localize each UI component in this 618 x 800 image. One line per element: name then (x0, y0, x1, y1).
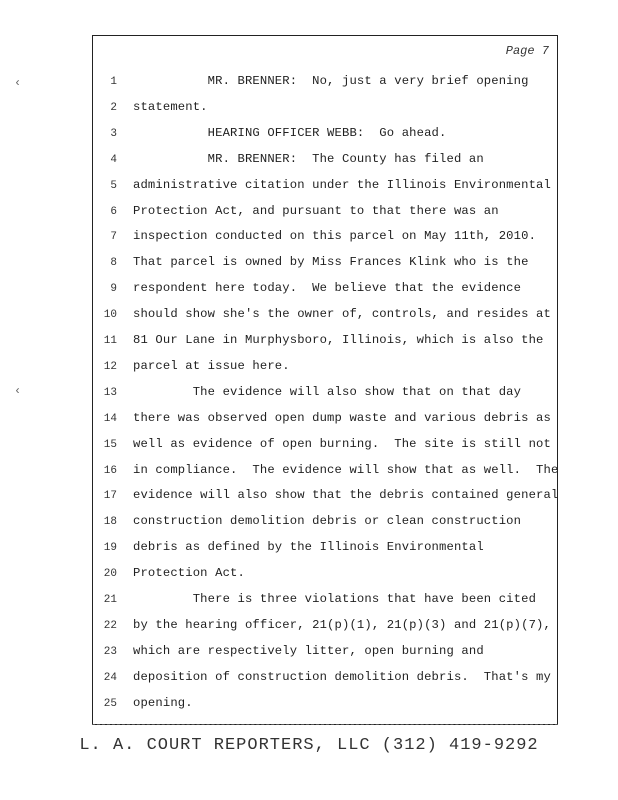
line-number: 11 (103, 335, 117, 347)
footer-reporter: L. A. COURT REPORTERS, LLC (312) 419-9292 (79, 736, 539, 755)
line-number: 19 (103, 542, 117, 555)
line-text: construction demolition debris or clean construction (133, 514, 522, 529)
transcript-line (93, 514, 559, 532)
line-number: 12 (103, 360, 117, 373)
transcript-line (93, 670, 559, 688)
line-text: well as evidence of open burning. The site is still not (133, 436, 551, 451)
transcript-line (93, 100, 559, 118)
transcript-line (93, 126, 559, 144)
margin-mark-icon: ‹ (14, 76, 22, 90)
line-text: Protection Act, and pursuant to that there was an (133, 203, 499, 218)
line-number: 24 (103, 671, 117, 684)
line-number: 2 (110, 101, 117, 114)
transcript-line (93, 411, 559, 429)
line-text: 81 Our Lane in Murphysboro, Illinois, which is also the (133, 333, 544, 347)
line-number: 7 (110, 231, 117, 244)
line-number: 20 (103, 568, 117, 581)
line-text: deposition of construction demolition debris. That's my (133, 669, 551, 684)
line-number: 6 (110, 205, 117, 218)
bottom-rule (92, 724, 558, 725)
line-text: evidence will also show that the debris contained general (133, 488, 559, 503)
line-text: respondent here today. We believe that the evidence (133, 281, 522, 296)
line-text: MR. BRENNER: No, just a very brief opening (133, 74, 529, 88)
line-text: That parcel is owned by Miss Frances Klink who is the (133, 255, 529, 270)
transcript-page (92, 35, 558, 725)
line-text: statement. (133, 99, 208, 114)
line-number: 22 (103, 619, 117, 632)
transcript-line (93, 255, 559, 273)
line-number: 25 (103, 697, 117, 710)
line-number: 8 (110, 257, 117, 270)
line-text: in compliance. The evidence will show that as well. The (133, 462, 559, 477)
transcript-line (93, 74, 559, 92)
line-text: Protection Act. (133, 566, 245, 581)
transcript-line (93, 307, 559, 325)
line-text: inspection conducted on this parcel on May 11th, 2010. (133, 229, 537, 244)
transcript-line (93, 385, 559, 403)
line-text: by the hearing officer, 21(p)(1), 21(p)(3) and 21(p)(7), (133, 617, 551, 632)
line-number: 9 (110, 283, 117, 296)
line-text: administrative citation under the Illinois Environmental (133, 177, 551, 192)
line-number: 3 (110, 127, 117, 140)
line-number: 5 (110, 179, 117, 192)
line-text: There is three violations that have been cited (133, 592, 537, 606)
line-number: 13 (103, 386, 117, 399)
line-text: should show she's the owner of, controls, and resides at (133, 307, 551, 322)
transcript-line (93, 359, 559, 377)
transcript-line (93, 540, 559, 558)
line-text: which are respectively litter, open burning and (133, 643, 484, 658)
transcript-line (93, 618, 559, 636)
transcript-line (93, 696, 559, 714)
transcript-line (93, 229, 559, 247)
line-number: 16 (103, 464, 117, 477)
line-number: 1 (110, 76, 117, 88)
transcript-line (93, 281, 559, 299)
line-number: 23 (103, 645, 117, 658)
line-number: 18 (103, 516, 117, 529)
line-text: MR. BRENNER: The County has filed an (133, 151, 484, 166)
line-number: 21 (103, 594, 117, 606)
transcript-line (93, 592, 559, 610)
margin-mark-icon: ‹ (14, 384, 22, 398)
transcript-line (93, 437, 559, 455)
line-number: 10 (103, 309, 117, 322)
transcript-line (93, 463, 559, 481)
transcript-line (93, 644, 559, 662)
line-text: opening. (133, 695, 193, 710)
line-text: there was observed open dump waste and various debris as (133, 410, 551, 425)
line-text: debris as defined by the Illinois Environmental (133, 540, 484, 555)
transcript-line (93, 566, 559, 584)
transcript-line (93, 152, 559, 170)
line-number: 17 (103, 490, 117, 503)
transcript-line (93, 204, 559, 222)
line-text: HEARING OFFICER WEBB: Go ahead. (133, 125, 447, 140)
transcript-line (93, 488, 559, 506)
transcript-line (93, 178, 559, 196)
page-label: Page 7 (505, 44, 549, 58)
line-number: 4 (110, 153, 117, 166)
line-text: The evidence will also show that on that day (133, 384, 522, 399)
transcript-line (93, 333, 559, 351)
line-number: 14 (103, 412, 117, 425)
line-text: parcel at issue here. (133, 358, 290, 373)
line-number: 15 (103, 438, 117, 451)
